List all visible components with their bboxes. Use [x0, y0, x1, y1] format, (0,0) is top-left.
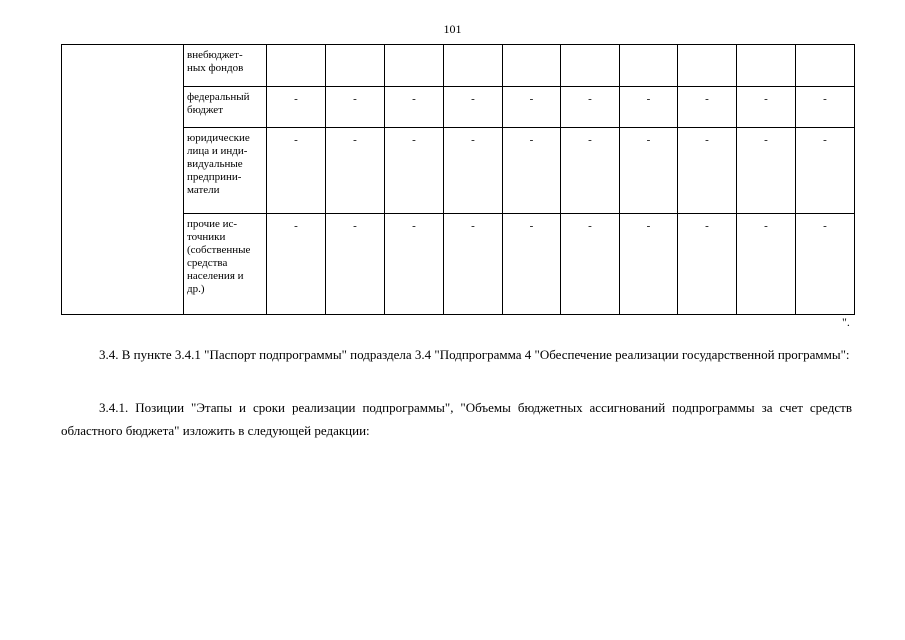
value-cell: - [385, 214, 444, 315]
value-cell: - [796, 214, 855, 315]
value-cell: - [678, 87, 737, 128]
value-cell: - [444, 128, 503, 214]
funding-table [61, 44, 855, 315]
value-cell [385, 45, 444, 87]
funding-source-cell [184, 87, 267, 128]
value-cell: - [326, 87, 385, 128]
funding-source-label: федеральный бюджет [187, 91, 250, 116]
value-cell: - [267, 87, 326, 128]
value-cell [737, 45, 796, 87]
value-cell: - [385, 87, 444, 128]
value-cell: - [326, 214, 385, 315]
value-cell: - [385, 128, 444, 214]
value-cell: - [267, 128, 326, 214]
value-cell: - [503, 87, 561, 128]
value-cell: - [561, 87, 620, 128]
value-cell [620, 45, 678, 87]
value-cell [561, 45, 620, 87]
value-cell: - [444, 214, 503, 315]
value-cell: - [737, 87, 796, 128]
funding-source-cell [184, 214, 267, 315]
value-cell: - [561, 214, 620, 315]
funding-source-label: прочие ис- точники (собственные средства населения и др.) [187, 218, 251, 295]
funding-source-cell [184, 128, 267, 214]
value-cell [326, 45, 385, 87]
merged-empty-cell [62, 45, 184, 315]
page-number: 101 [443, 22, 462, 36]
value-cell [267, 45, 326, 87]
value-cell [796, 45, 855, 87]
value-cell: - [678, 214, 737, 315]
value-cell [678, 45, 737, 87]
value-cell: - [678, 128, 737, 214]
paragraph-3-4-1: 3.4.1. Позиции "Этапы и сроки реализации подпрограммы", "Объемы бюджетных ассигнований подпрограммы за счет средств областного бюджета" изложить в следующей редакции: [61, 400, 852, 438]
value-cell [444, 45, 503, 87]
value-cell: - [267, 214, 326, 315]
value-cell: - [444, 87, 503, 128]
value-cell: - [326, 128, 385, 214]
paragraph-3-4: 3.4. В пункте 3.4.1 "Паспорт подпрограммы" подраздела 3.4 "Подпрограмма 4 "Обеспечение реализации государственной программы": [99, 347, 850, 362]
funding-source-label: внебюджет- ных фондов [187, 49, 244, 74]
funding-source-cell [184, 45, 267, 87]
value-cell: - [620, 87, 678, 128]
value-cell: - [503, 214, 561, 315]
closing-quote: ". [842, 315, 850, 329]
funding-source-label: юридические лица и инди- видуальные предприни- матели [187, 132, 250, 196]
table-row [62, 45, 855, 87]
value-cell: - [737, 128, 796, 214]
value-cell: - [620, 214, 678, 315]
value-cell: - [503, 128, 561, 214]
value-cell: - [737, 214, 796, 315]
value-cell: - [796, 128, 855, 214]
value-cell: - [561, 128, 620, 214]
value-cell: - [796, 87, 855, 128]
value-cell: - [620, 128, 678, 214]
value-cell [503, 45, 561, 87]
